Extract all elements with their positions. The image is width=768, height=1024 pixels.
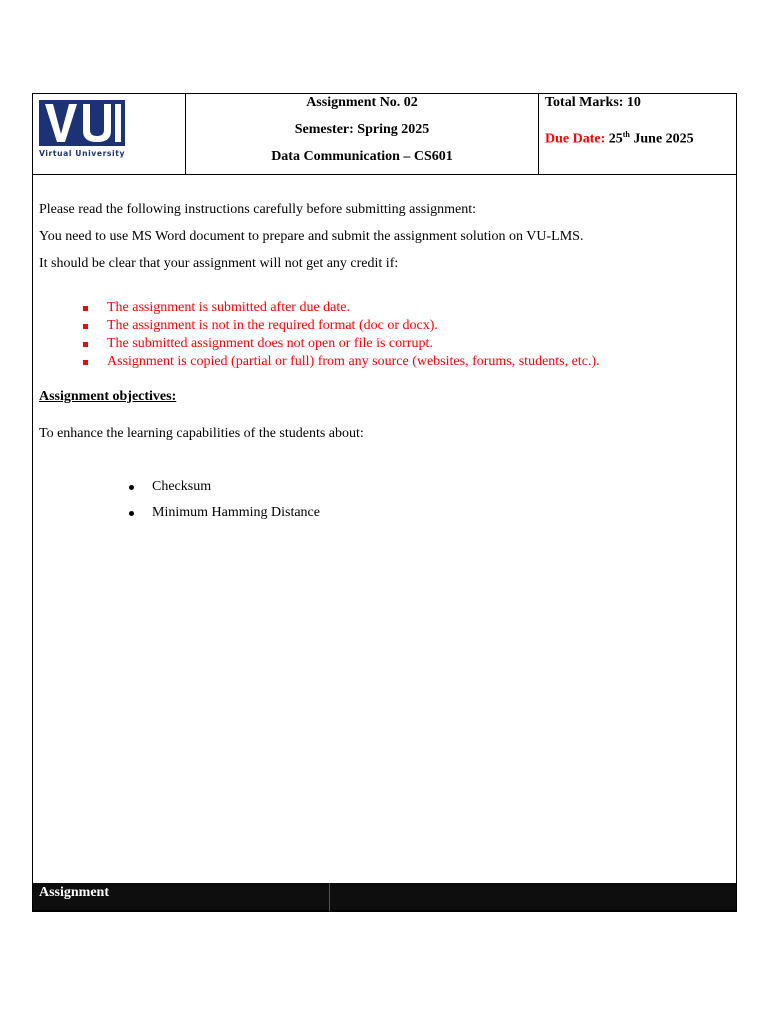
- square-bullet-icon: [83, 342, 88, 347]
- rule-text: The submitted assignment does not open or file is corrupt.: [107, 336, 433, 351]
- assignment-number: Assignment No. 02: [306, 95, 418, 110]
- assignment-section-bar: [33, 883, 736, 911]
- objectives-intro: To enhance the learning capabilities of the students about:: [39, 426, 364, 441]
- rule-text: The assignment is not in the required format (doc or docx).: [107, 318, 438, 333]
- square-bullet-icon: [83, 306, 88, 311]
- due-date: [545, 130, 694, 148]
- due-date-label: Due Date:: [545, 131, 606, 147]
- instruction-line-1: Please read the following instructions carefully before submitting assignment:: [39, 202, 477, 217]
- square-bullet-icon: [83, 324, 88, 329]
- column-divider: [329, 883, 330, 911]
- rule-text: Assignment is copied (partial or full) from any source (websites, forums, students, etc.).: [107, 354, 600, 369]
- rule-text: The assignment is submitted after due date.: [107, 300, 350, 315]
- due-date-suffix: th: [622, 130, 630, 139]
- vu-logo-mark: [39, 100, 125, 146]
- marks-cell: [539, 94, 736, 174]
- objective-text: Minimum Hamming Distance: [152, 505, 320, 520]
- total-marks: Total Marks: 10: [545, 95, 641, 110]
- due-date-rest: June 2025: [633, 131, 694, 147]
- assignment-section-label: Assignment: [39, 885, 110, 900]
- round-bullet-icon: [129, 511, 134, 516]
- vu-logo: [39, 100, 125, 146]
- logo-cell: [33, 94, 186, 174]
- square-bullet-icon: [83, 360, 88, 365]
- round-bullet-icon: [129, 485, 134, 490]
- instruction-line-2: You need to use MS Word document to prepare and submit the assignment solution on VU-LMS.: [39, 229, 584, 244]
- assignment-document: [32, 93, 737, 912]
- course-title: Data Communication – CS601: [271, 149, 453, 164]
- instruction-line-3: It should be clear that your assignment will not get any credit if:: [39, 256, 399, 271]
- due-date-day: 25: [608, 131, 623, 147]
- objective-text: Checksum: [152, 479, 212, 494]
- objectives-heading: Assignment objectives:: [39, 389, 177, 404]
- header-table: [33, 94, 736, 175]
- logo-caption: Virtual University: [39, 149, 126, 158]
- assignment-info-cell: [186, 94, 539, 174]
- semester: Semester: Spring 2025: [294, 122, 430, 137]
